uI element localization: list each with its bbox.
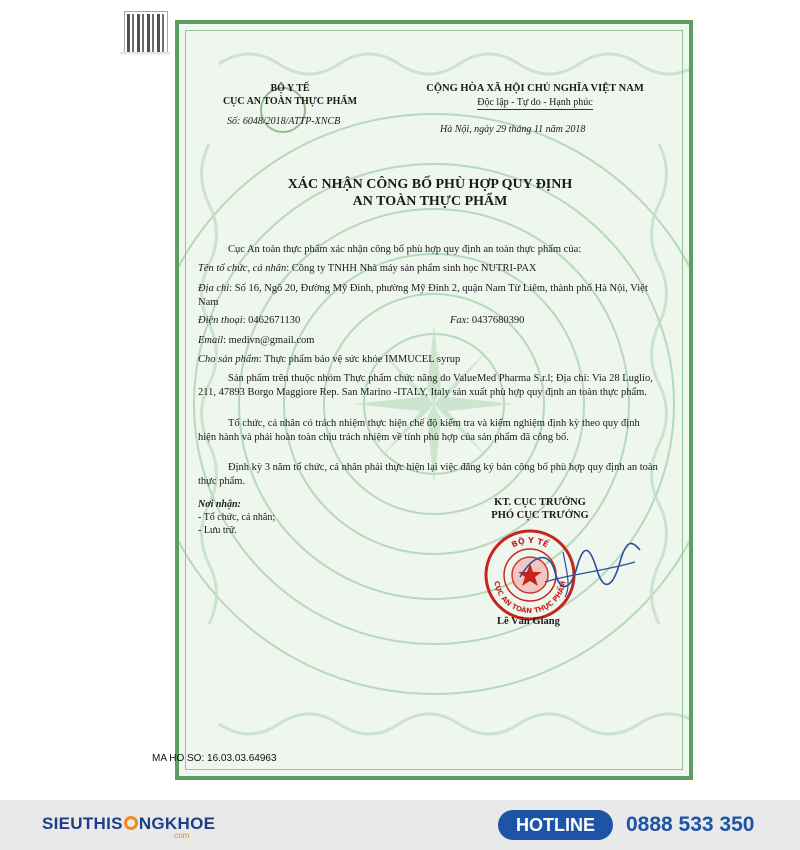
fax-row [450, 314, 524, 328]
motto: Độc lập - Tự do - Hạnh phúc [477, 97, 593, 108]
brand-text-2: NGKHOE [138, 814, 216, 833]
brand-text-1: SIEUTHIS [42, 814, 123, 833]
signer-name: Lê Văn Giang [497, 616, 560, 627]
signature-line-1: KT. CỤC TRƯỞNG [494, 497, 586, 508]
issuer-header [205, 82, 375, 108]
handwritten-signature [515, 532, 645, 602]
stamp-top-text: BỘ Y TẾ [510, 535, 550, 550]
nation-header [400, 82, 670, 110]
product-label: Cho sản phẩm [198, 354, 259, 365]
org-label: Tên tổ chức, cá nhân [198, 263, 287, 274]
recipient-item: - Lưu trữ. [198, 525, 237, 536]
footer-bar [0, 800, 800, 850]
fax-label: Fax [450, 315, 467, 326]
fax-value: : 0437680390 [466, 315, 525, 326]
manufacturer-paragraph: Sản phẩm trên thuộc nhóm Thực phẩm chức năng do ValueMed Pharma S.r.l; Địa chỉ: Via 28 Luglio, 211, 47893 Borgo Maggiore Rep. San Marino -ITALY, Italy sản xuất phù hợp quy định an toàn thực phẩm. [198, 373, 653, 398]
phone-row [198, 314, 658, 328]
phone-value: : 0462671130 [242, 315, 301, 326]
hotline-button[interactable]: HOTLINE [498, 810, 613, 840]
address-row [198, 282, 658, 310]
department-name: CỤC AN TOÀN THỰC PHẨM [222, 96, 358, 107]
nation-name: CỘNG HÒA XÃ HỘI CHỦ NGHĨA VIỆT NAM [426, 83, 644, 94]
org-row [198, 262, 658, 276]
certificate-content [175, 20, 685, 772]
file-code: MA HO SO: 16.03.03.64963 [152, 753, 277, 764]
address-value: : Số 16, Ngõ 20, Đường Mỹ Đình, phường Mỹ Đình 2, quận Nam Từ Liêm, thành phố Hà Nội, Việt Nam [198, 283, 648, 308]
document-number: Số: 6048/2018/ATTP-XNCB [227, 116, 341, 127]
hotline-number[interactable]: 0888 533 350 [626, 813, 755, 836]
address-label: Địa chỉ [198, 283, 230, 294]
document-title [195, 176, 665, 210]
brand-o-icon [124, 816, 138, 830]
responsibility-paragraph: Tổ chức, cá nhân có trách nhiệm thực hiện chế độ kiểm tra và kiểm nghiệm định kỳ theo quy định hiện hành và phải hoàn toàn chịu trách nhiệm về tính phù hợp của sản phẩm đã công bố. [198, 418, 640, 443]
qr-code [125, 12, 167, 54]
title-line-1: XÁC NHẬN CÔNG BỐ PHÙ HỢP QUY ĐỊNH [287, 177, 573, 192]
recipient-item: - Tổ chức, cá nhân; [198, 512, 276, 523]
product-value: : Thực phẩm bảo vệ sức khỏe IMMUCEL syrup [258, 354, 461, 365]
email-row [198, 334, 658, 348]
issue-date: Hà Nội, ngày 29 tháng 11 năm 2018 [440, 124, 586, 135]
signature-title [470, 496, 610, 522]
recipients-block [198, 498, 275, 537]
stamp-bottom-text: CỤC AN TOÀN THỰC PHẨM [492, 580, 568, 616]
renewal-paragraph: Định kỳ 3 năm tổ chức, cá nhân phải thực hiện lại việc đăng ký bản công bố phù hợp quy định an toàn thực phẩm. [198, 462, 658, 487]
signature-line-2: PHÓ CỤC TRƯỞNG [491, 510, 589, 521]
email-label: Email [198, 335, 224, 346]
ministry-name: BỘ Y TẾ [270, 83, 310, 94]
org-value: : Công ty TNHH Nhà máy sản phẩm sinh học NUTRI-PAX [286, 263, 537, 274]
product-row [198, 353, 658, 367]
email-value: : medivn@gmail.com [223, 335, 315, 346]
intro-text [198, 243, 658, 257]
phone-label: Điện thoại [198, 315, 243, 326]
qr-shadow [120, 52, 170, 56]
intro-paragraph: Cục An toàn thực phẩm xác nhận công bố phù hợp quy định an toàn thực phẩm của: [228, 244, 582, 255]
recipients-label: Nơi nhận: [198, 499, 241, 510]
brand-domain: .com [172, 831, 190, 840]
title-line-2: AN TOÀN THỰC PHẨM [352, 194, 508, 209]
